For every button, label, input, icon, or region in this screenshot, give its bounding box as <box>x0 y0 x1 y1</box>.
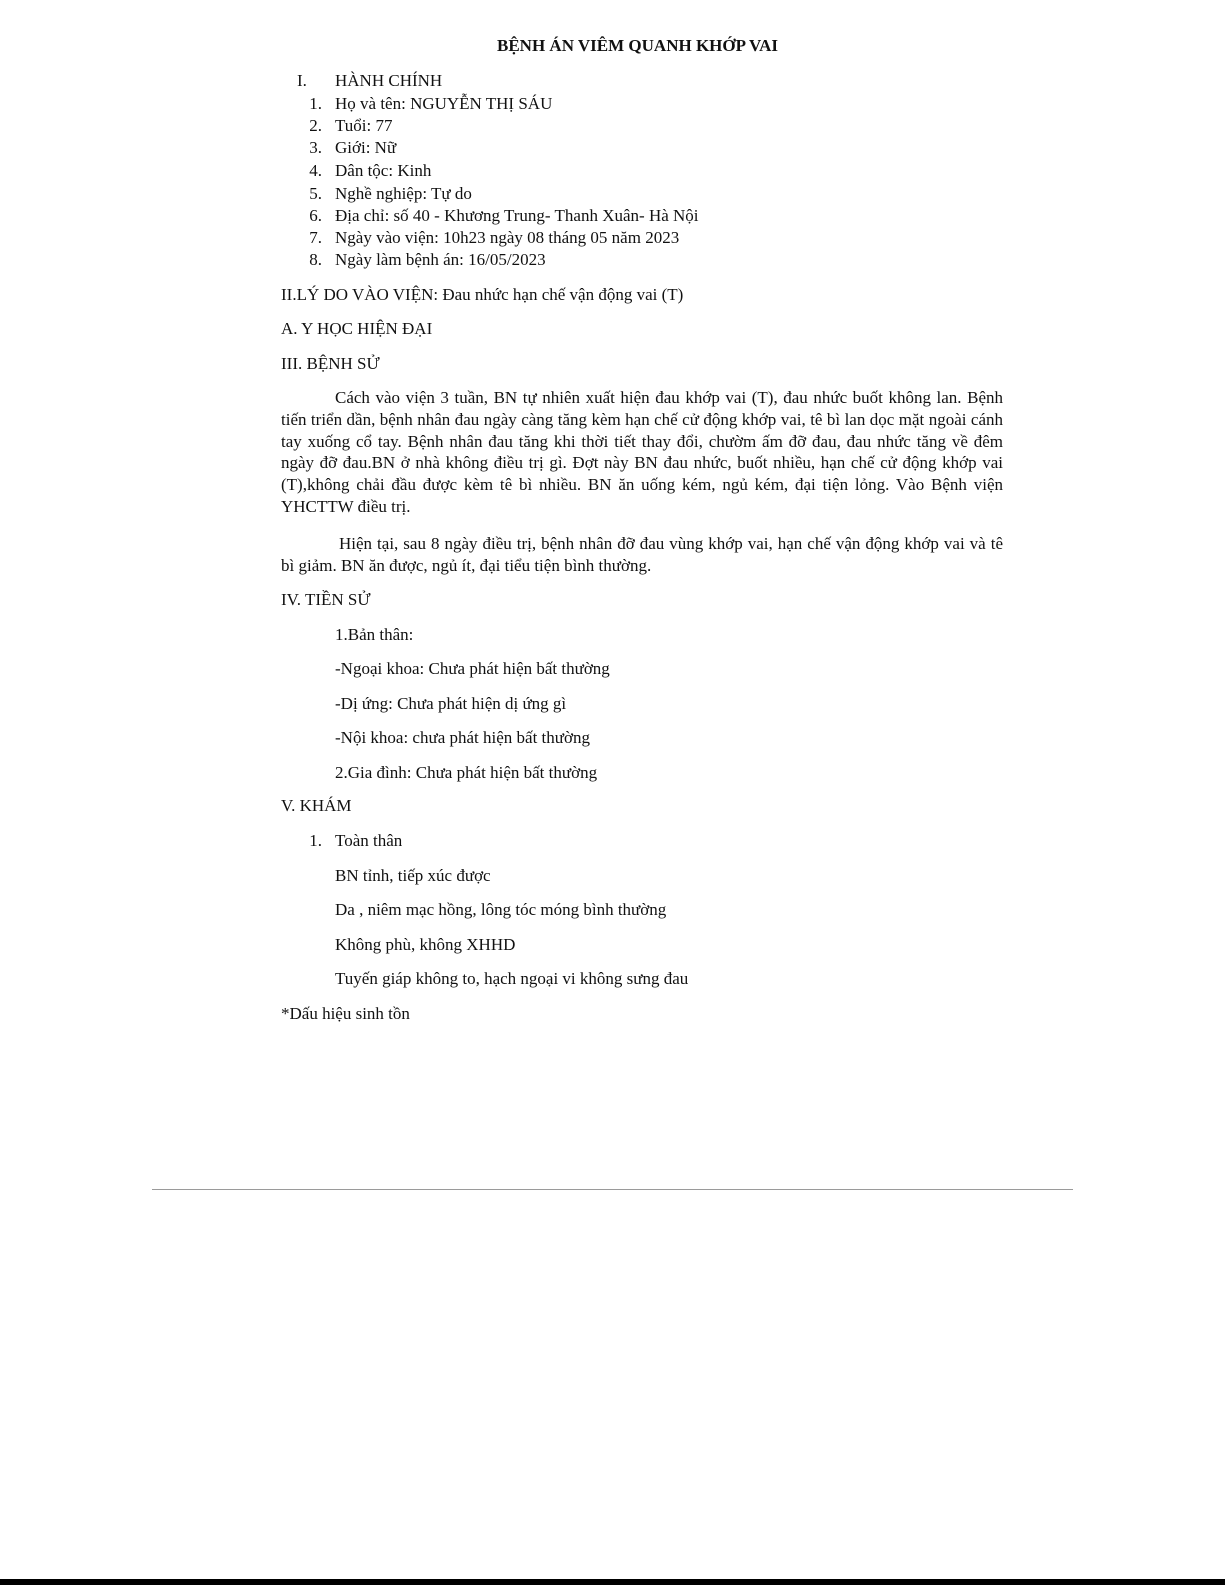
past-history-item: -Ngoại khoa: Chưa phát hiện bất thường <box>335 659 610 678</box>
list-number: 3. <box>309 138 322 157</box>
past-history-item: -Dị ứng: Chưa phát hiện dị ứng gì <box>335 694 567 713</box>
section-heading-kham: V. KHÁM <box>281 796 352 815</box>
section-heading-hanh-chinh: HÀNH CHÍNH <box>335 71 443 90</box>
list-item: Địa chỉ: số 40 - Khương Trung- Thanh Xuân- Hà Nội <box>335 206 699 225</box>
section-numeral: I. <box>297 71 307 90</box>
current-status-paragraph: Hiện tại, sau 8 ngày điều trị, bệnh nhân đỡ đau vùng khớp vai, hạn chế vận động khớp vai và tê bì giảm. BN ăn được, ngủ ít, đại tiểu tiện bình thường. <box>281 534 1003 575</box>
bottom-edge-bar <box>0 1579 1225 1585</box>
exam-item: Tuyến giáp không to, hạch ngoại vi không sưng đau <box>335 969 689 988</box>
list-number: 1. <box>309 94 322 113</box>
list-number: 2. <box>309 116 322 135</box>
section-heading-tien-su: IV. TIỀN SỬ <box>281 590 371 609</box>
section-heading-benh-su: III. BỆNH SỬ <box>281 354 380 373</box>
exam-item: Da , niêm mạc hồng, lông tóc móng bình thường <box>335 900 667 919</box>
history-paragraph: Cách vào viện 3 tuần, BN tự nhiên xuất hiện đau khớp vai (T), đau nhức buốt không lan. Bệnh tiến triển dần, bệnh nhân đau ngày càng tăng kèm hạn chế cử động khớp vai, tê bì lan dọc mặt ngoài cánh tay xuống cổ tay. Bệnh nhân đau tăng khi thời tiết thay đổi, chườm ấm đỡ đau, đau nhức tăng về đêm ngày đỡ đau.BN ở nhà không điều trị gì. Đợt này BN đau nhức, buốt nhiều, hạn chế cử động khớp vai (T),không chải đầu được kèm tê bì nhiều. BN ăn uống kém, ngủ kém, đại tiện lỏng. Vào Bệnh viện YHCTTW điều trị. <box>281 388 1003 516</box>
list-item: Tuổi: 77 <box>335 116 393 135</box>
list-number: 5. <box>309 184 322 203</box>
list-item: Nghề nghiệp: Tự do <box>335 184 472 203</box>
document-title: BỆNH ÁN VIÊM QUANH KHỚP VAI <box>496 36 778 55</box>
list-number: 6. <box>309 206 322 225</box>
list-item: Ngày vào viện: 10h23 ngày 08 tháng 05 năm 2023 <box>335 228 680 247</box>
list-number: 1. <box>309 831 322 850</box>
past-history-item: -Nội khoa: chưa phát hiện bất thường <box>335 728 590 747</box>
past-history-item: 2.Gia đình: Chưa phát hiện bất thường <box>335 763 598 782</box>
list-item: Dân tộc: Kinh <box>335 161 432 180</box>
exam-item: BN tỉnh, tiếp xúc được <box>335 866 491 885</box>
page-divider <box>152 1189 1073 1190</box>
list-number: 4. <box>309 161 322 180</box>
list-item: Họ và tên: NGUYỄN THỊ SÁU <box>335 94 553 113</box>
part-heading: A. Y HỌC HIỆN ĐẠI <box>281 319 433 338</box>
list-item: Ngày làm bệnh án: 16/05/2023 <box>335 250 546 269</box>
exam-item: Không phù, không XHHD <box>335 935 516 954</box>
vital-signs-heading: *Dấu hiệu sinh tồn <box>281 1004 410 1023</box>
past-history-item: 1.Bản thân: <box>335 625 414 644</box>
list-number: 8. <box>309 250 322 269</box>
list-number: 7. <box>309 228 322 247</box>
exam-subheading: Toàn thân <box>335 831 403 850</box>
reason-for-admission: II.LÝ DO VÀO VIỆN: Đau nhức hạn chế vận động vai (T) <box>281 285 684 304</box>
list-item: Giới: Nữ <box>335 138 397 157</box>
